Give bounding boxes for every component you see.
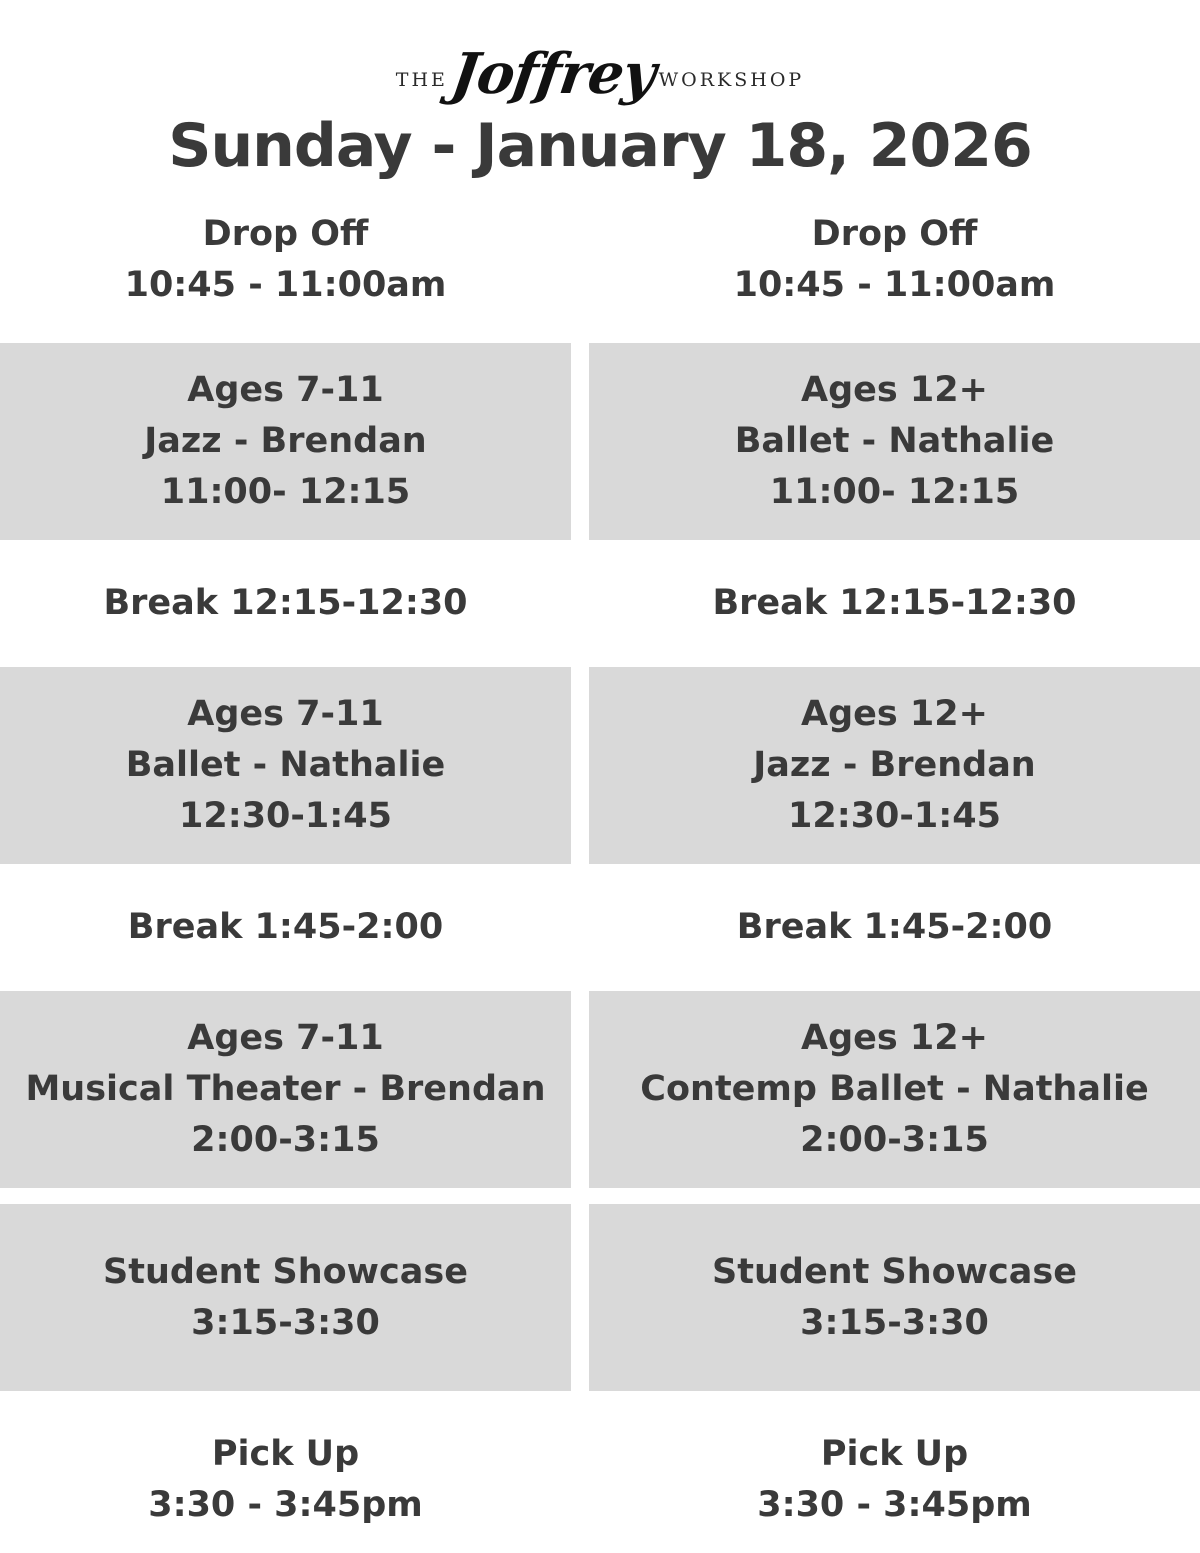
ages-label: Ages 12+ [801, 694, 988, 734]
break-text: Break 1:45-2:00 [127, 906, 444, 947]
break1-left [0, 570, 571, 636]
pick-up-label: Pick Up [211, 1434, 360, 1474]
ages-label: Ages 12+ [801, 1018, 988, 1058]
drop-off-time: 10:45 - 11:00am [124, 265, 447, 305]
class-name: Musical Theater - Brendan [25, 1069, 546, 1109]
class-name: Ballet - Nathalie [125, 745, 446, 785]
showcase-left-block [0, 1204, 571, 1391]
class-time: 12:30-1:45 [179, 796, 392, 836]
class-time: 2:00-3:15 [800, 1120, 989, 1160]
break1-right [589, 570, 1200, 636]
showcase-right-block [589, 1204, 1200, 1391]
ages-label: Ages 12+ [801, 370, 988, 410]
class-name: Jazz - Brendan [753, 745, 1036, 785]
break-text: Break 1:45-2:00 [736, 906, 1053, 947]
drop-off-right [589, 200, 1200, 320]
break2-left [0, 894, 571, 960]
class-time: 11:00- 12:15 [160, 472, 411, 512]
pick-up-label: Pick Up [820, 1434, 969, 1474]
ages-label: Ages 7-11 [187, 694, 384, 734]
session2-left-block [0, 667, 571, 864]
class-name: Jazz - Brendan [144, 421, 427, 461]
showcase-label: Student Showcase [712, 1251, 1077, 1292]
class-name: Contemp Ballet - Nathalie [640, 1069, 1149, 1109]
ages-label: Ages 7-11 [187, 1018, 384, 1058]
logo-the-text: THE [395, 69, 448, 91]
drop-off-label: Drop Off [811, 214, 978, 254]
showcase-time: 3:15-3:30 [800, 1302, 989, 1343]
page-title: Sunday - January 18, 2026 [168, 111, 1032, 181]
break-text: Break 12:15-12:30 [103, 582, 468, 623]
break-text: Break 12:15-12:30 [712, 582, 1077, 623]
drop-off-left [0, 200, 571, 320]
joffrey-workshop-logo [0, 38, 1200, 118]
break2-right [589, 894, 1200, 960]
drop-off-label: Drop Off [202, 214, 369, 254]
class-time: 2:00-3:15 [191, 1120, 380, 1160]
logo-workshop-text: WORKSHOP [658, 69, 805, 91]
session3-left-block [0, 991, 571, 1188]
class-time: 12:30-1:45 [788, 796, 1001, 836]
session3-right-block [589, 991, 1200, 1188]
session2-right-block [589, 667, 1200, 864]
pick-up-time: 3:30 - 3:45pm [757, 1485, 1032, 1525]
logo-joffrey-script: Joffrey [447, 41, 660, 107]
session1-right-block [589, 343, 1200, 540]
ages-label: Ages 7-11 [187, 370, 384, 410]
showcase-label: Student Showcase [103, 1251, 468, 1292]
class-time: 11:00- 12:15 [769, 472, 1020, 512]
drop-off-time: 10:45 - 11:00am [733, 265, 1056, 305]
showcase-time: 3:15-3:30 [191, 1302, 380, 1343]
session1-left-block [0, 343, 571, 540]
pick-up-time: 3:30 - 3:45pm [148, 1485, 423, 1525]
class-name: Ballet - Nathalie [734, 421, 1055, 461]
pick-up-left [0, 1420, 571, 1540]
pick-up-right [589, 1420, 1200, 1540]
